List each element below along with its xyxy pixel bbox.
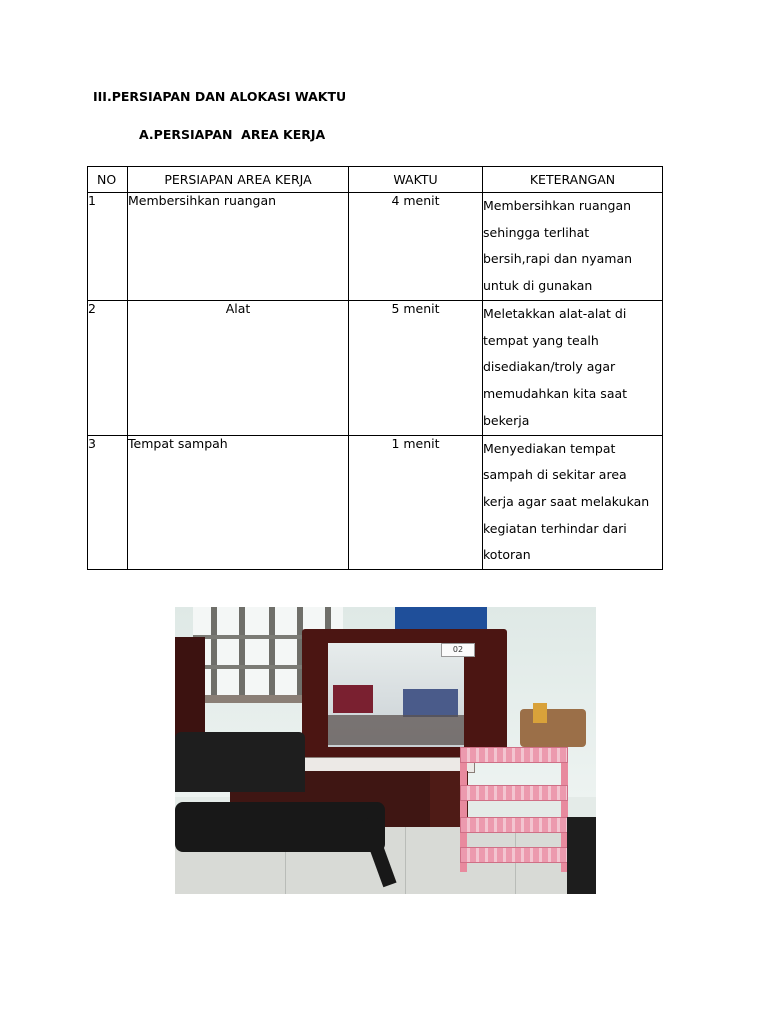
note-line: sehingga terlihat [483, 224, 590, 240]
note-line: sampah di sekitar area [483, 467, 627, 483]
window-bar [239, 607, 245, 695]
row-number: 3 [88, 435, 128, 570]
trolley-shelf [460, 747, 568, 763]
table-row [88, 435, 663, 570]
mirror-reflection [403, 689, 458, 717]
note-line: bekerja [483, 412, 530, 428]
mirror-reflection [328, 715, 464, 745]
note-line: Meletakkan alat-alat di [483, 306, 627, 321]
row-time: 1 menit [349, 435, 483, 570]
row-note [483, 193, 663, 301]
row-item: Membersihkan ruangan [128, 193, 349, 301]
note-line: kerja agar saat melakukan [483, 493, 650, 509]
table-row [88, 301, 663, 436]
salon-chair-back [175, 732, 305, 792]
window-bar [211, 607, 217, 695]
row-note [483, 435, 663, 570]
mirror-reflection [333, 685, 373, 713]
salon-chair [175, 802, 385, 852]
header-item: PERSIAPAN AREA KERJA [128, 167, 349, 193]
trolley-items [520, 709, 586, 747]
row-item: Alat [128, 301, 349, 436]
note-line: kotoran [483, 547, 531, 563]
trolley-shelf [460, 817, 568, 833]
note-line: Membersihkan ruangan [483, 198, 632, 213]
trolley-items [533, 703, 547, 723]
header-time: WAKTU [349, 167, 483, 193]
photo-right-chair [567, 817, 596, 894]
note-line: disediakan/troly agar [483, 359, 616, 375]
floor-tile-line [405, 827, 406, 894]
pink-trolley [460, 747, 568, 872]
preparation-table [87, 166, 663, 570]
note-line: Menyediakan tempat [483, 440, 616, 456]
row-time: 4 menit [349, 193, 483, 301]
note-line: untuk di gunakan [483, 278, 593, 294]
row-note [483, 301, 663, 436]
mirror-number-label: 02 [441, 643, 475, 657]
table-row [88, 193, 663, 301]
row-number: 1 [88, 193, 128, 301]
trolley-shelf [460, 785, 568, 801]
header-no: NO [88, 167, 128, 193]
section-heading: III.PERSIAPAN DAN ALOKASI WAKTU [93, 89, 347, 104]
header-note: KETERANGAN [483, 167, 663, 193]
work-area-photo [175, 607, 596, 894]
note-line: memudahkan kita saat [483, 386, 628, 402]
table-header-row [88, 167, 663, 193]
row-time: 5 menit [349, 301, 483, 436]
note-line: bersih,rapi dan nyaman [483, 251, 633, 267]
photo-left-cabinet [175, 637, 205, 747]
subsection-heading: A.PERSIAPAN AREA KERJA [139, 127, 326, 142]
window-bar [269, 607, 275, 695]
photo-curtain [395, 607, 487, 629]
note-line: kegiatan terhindar dari [483, 520, 627, 536]
note-line: tempat yang tealh [483, 332, 599, 348]
row-number: 2 [88, 301, 128, 436]
row-item: Tempat sampah [128, 435, 349, 570]
trolley-shelf [460, 847, 568, 863]
